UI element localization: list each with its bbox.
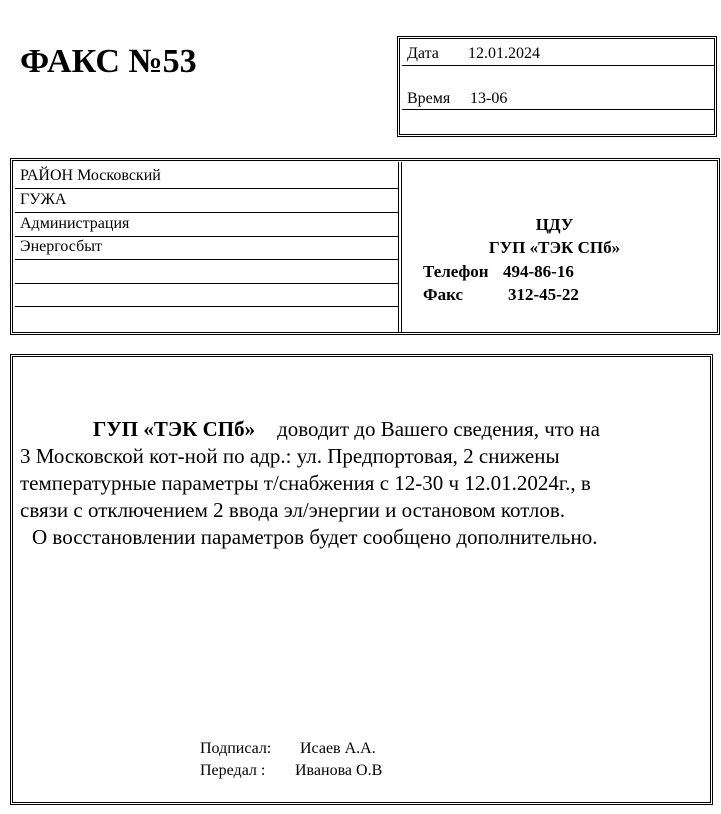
signed-name: Исаев А.А. [300,740,376,757]
recipient-row-line [15,259,398,260]
recipient-row: Энергосбыт [20,238,102,255]
fax-title: ФАКС №53 [20,43,197,80]
signed-label: Подписал: [200,740,272,757]
sender-org-line1: ЦДУ [535,215,574,234]
recipient-row: РАЙОН Московский [20,167,161,184]
sent-label: Передал : [200,762,266,779]
sender-phone-label: Телефон [423,262,489,281]
message-line: О восстановлении параметров будет сообщено дополнительно. [32,525,598,549]
date-value: 12.01.2024 [468,45,540,62]
message-line: связи с отключением 2 ввода эл/энергии и остановом котлов. [20,498,566,522]
recipient-row-line [15,283,398,284]
sender-org-line2: ГУП «ТЭК СПб» [488,238,621,257]
sender-phone-value: 494-86-16 [503,262,574,281]
time-label: Время [407,90,451,107]
recipient-row-line [15,188,398,189]
message-line: температурные параметры т/снабжения с 12-30 ч 12.01.2024г., в [20,471,591,495]
date-label: Дата [407,45,439,62]
sender-fax-value: 312-45-22 [508,285,579,304]
message-line [20,416,710,443]
time-value: 13-06 [470,90,508,107]
recipient-row-line [15,212,398,213]
recipient-row: Администрация [20,215,130,232]
recipient-row-line [15,306,398,307]
sent-name: Иванова О.В [295,762,383,779]
message-line1-rest: доводит до Вашего сведения, что на [277,417,600,441]
recipient-row: ГУЖА [20,191,67,208]
message-body [20,416,710,551]
sender-fax-label: Факс [423,285,464,304]
message-line: 3 Московской кот-ной по адр.: ул. Предпортовая, 2 снижены [20,444,560,468]
datetime-divider [402,109,714,110]
datetime-divider [402,65,714,66]
message-org: ГУП «ТЭК СПб» [93,417,256,441]
datetime-box [397,36,717,137]
address-divider [398,162,399,332]
